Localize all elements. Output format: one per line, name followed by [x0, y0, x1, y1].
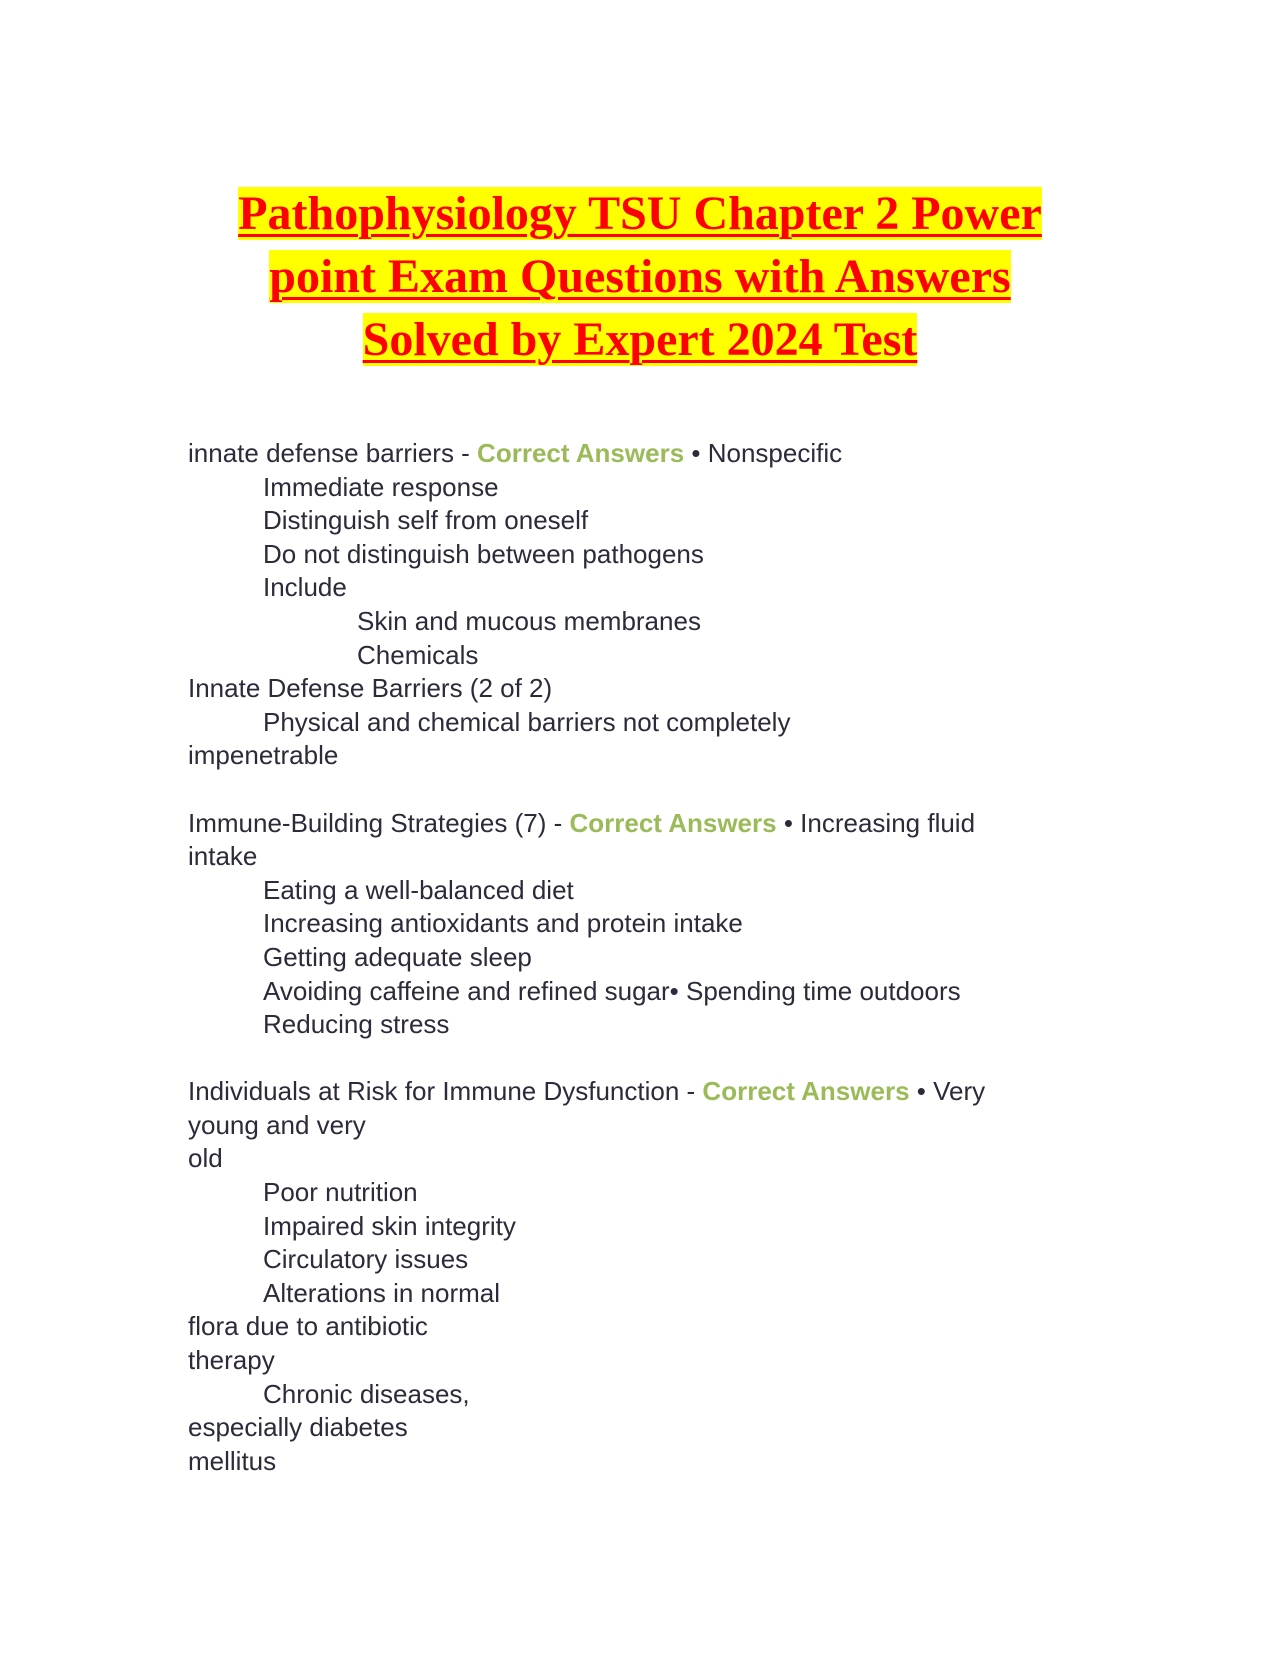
answer-line: impenetrable [188, 740, 339, 771]
answer-line: Impaired skin integrity [263, 1210, 516, 1241]
correct-answers-label: Correct Answers [702, 1076, 910, 1107]
paragraph-gap [188, 773, 1108, 807]
question-line [188, 807, 1108, 841]
answer-text: • Nonspecific [684, 438, 843, 468]
answer-line: Avoiding caffeine and refined sugar• Spending time outdoors [263, 975, 961, 1006]
answer-line: Chronic diseases, [263, 1378, 470, 1409]
answer-line: Include [263, 572, 347, 603]
answer-line: Poor nutrition [263, 1177, 418, 1208]
answer-line: intake [188, 841, 258, 872]
correct-answers-label: Correct Answers [477, 438, 685, 468]
answer-line: Immediate response [263, 471, 499, 502]
title-line: Solved by Expert 2024 Test [362, 313, 918, 366]
answer-line: therapy [188, 1345, 275, 1376]
answer-line: young and very [188, 1109, 366, 1140]
answer-line: Skin and mucous membranes [357, 605, 701, 636]
document-body [188, 437, 1108, 1478]
answer-text: • Increasing fluid [776, 807, 976, 838]
answer-line: mellitus [188, 1445, 277, 1476]
answer-line: Innate Defense Barriers (2 of 2) [188, 673, 553, 704]
title-line: Pathophysiology TSU Chapter 2 Power [238, 187, 1042, 240]
answer-line: especially diabetes [188, 1412, 408, 1443]
answer-line: Do not distinguish between pathogens [263, 538, 704, 569]
answer-line: Increasing antioxidants and protein intake [263, 908, 743, 939]
answer-line: Circulatory issues [263, 1244, 469, 1275]
correct-answers-label: Correct Answers [569, 807, 777, 838]
question-text: innate defense barriers - [188, 438, 478, 468]
answer-line: flora due to antibiotic [188, 1311, 428, 1342]
answer-line: Physical and chemical barriers not completely [263, 706, 791, 737]
answer-line: Chemicals [357, 639, 479, 670]
title-line: point Exam Questions with Answers [269, 250, 1011, 303]
answer-line: Alterations in normal [263, 1277, 500, 1308]
answer-line: Distinguish self from oneself [263, 505, 589, 536]
question-line [188, 1075, 1108, 1109]
document-title [150, 182, 1130, 371]
answer-line: Getting adequate sleep [263, 941, 532, 972]
answer-line: old [188, 1143, 223, 1174]
question-text: Immune-Building Strategies (7) - [188, 807, 570, 838]
answer-line: Eating a well-balanced diet [263, 874, 574, 905]
paragraph-gap [188, 1042, 1108, 1076]
answer-line: Reducing stress [263, 1009, 450, 1040]
question-line [188, 437, 1108, 471]
answer-text: • Very [909, 1076, 986, 1107]
question-text: Individuals at Risk for Immune Dysfunction - [188, 1076, 703, 1107]
